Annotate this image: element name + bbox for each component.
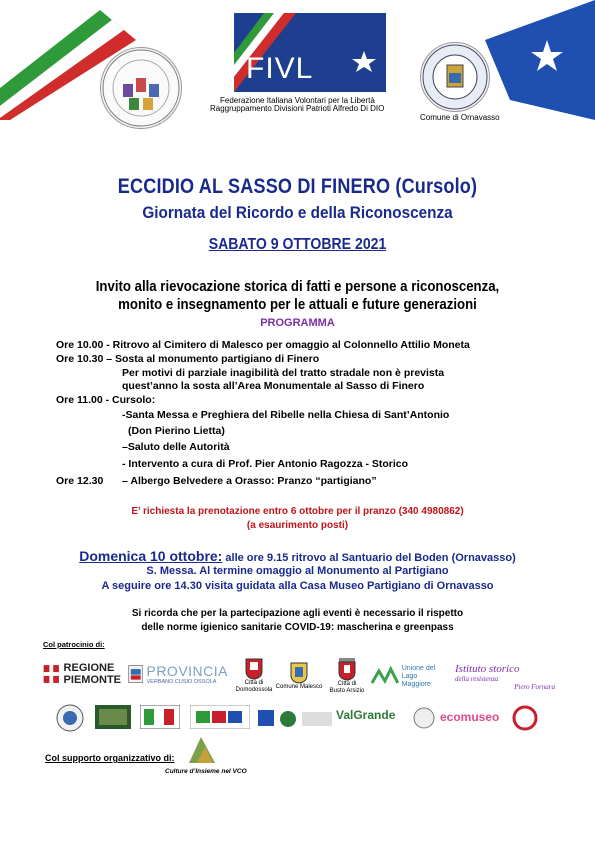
valgrande-logo-text: ValGrande [336,708,396,722]
unione-lago-maggiore-logo [370,660,448,694]
culture-insieme-logo-icon [185,733,219,767]
covid-line-2: delle norme igienico sanitarie COVID-19: mascherina e greenpass [141,622,454,633]
fivl-line1: Federazione Italiana Volontari per la Libertà [220,96,375,105]
ecomuseo-logo-text: ecomuseo [440,710,500,724]
ecomuseo-swirl-icon [512,705,538,731]
program-line-7: (Don Pierino Lietta) [128,425,225,437]
culture-insieme-label: Culture d’Insieme nel VCO [165,768,247,775]
busto-line1: Città di [337,681,357,687]
program-line-10-time: Ore 12.30 [56,475,104,487]
program-line-3: Per motivi di parziale inagibilità del tratto stradale non è prevista [122,367,445,379]
sunday-line-3: A seguire ore 14.30 visita guidata alla Casa Museo Partigiano di Ornavasso [101,580,494,592]
provincia-shield-icon [128,661,143,687]
comune-ornavasso-logo [420,42,490,112]
unesco-logos-icon [256,708,336,730]
domodossola-line2: Domodossola [235,687,273,693]
supporto-label: Col supporto organizzativo di: [45,753,175,763]
sunday-line-2: S. Messa. Al termine omaggio al Monumento al Partigiano [146,565,449,577]
program-line-4: quest’anno la sosta all’Area Monumentale al Sasso di Finero [122,380,425,392]
domodossola-logo [234,655,274,697]
busto-arsizio-crest-icon [337,657,357,681]
provincia-sub: VERBANO CUSIO OSSOLA [146,679,217,685]
malesco-logo [274,655,324,697]
program-line-10-text: – Albergo Belvedere a Orasso: Pranzo “partigiano” [122,475,377,487]
event-title: ECCIDIO AL SASSO DI FINERO (Cursolo) [117,175,478,198]
sunday-day: Domenica 10 ottobre: [79,548,223,564]
sunday-line-1 [0,548,595,564]
busto-arsizio-logo [328,653,366,699]
covid-line-1: Si ricorda che per la partecipazione agli eventi è necessario il rispetto [131,608,464,619]
regione-piemonte-shield-icon [43,659,60,689]
istituto-storico-logo [455,658,555,696]
booking-line-1: E’ richiesta la prenotazione entro 6 ottobre per il pranzo (340 4980862) [131,506,464,517]
emblem-round-icon [55,703,85,733]
malesco-label: Comune Malesco [275,683,323,690]
sunday-line1-rest: alle ore 9.15 ritrovo al Santuario del Boden (Ornavasso) [222,552,516,564]
program-line-8: –Saluto delle Autorità [122,441,230,453]
programma-label: PROGRAMMA [260,317,335,329]
comune-valle-cannobina-logo [100,47,182,129]
comune-ornavasso-label: Comune di Ornavasso [420,113,500,122]
provincia-text: PROVINCIA [146,663,228,679]
provincia-vco-logo [128,657,228,691]
anpi-badge-icon [140,705,180,729]
unione-line2: Lago Maggiore [401,673,431,688]
domodossola-crest-icon [245,658,263,680]
regione-piemonte-logo [43,657,121,691]
flags-banner-icon [190,705,250,729]
regione-line1: REGIONE [63,662,115,674]
museo-partigiano-badge-icon [95,705,131,729]
patrocinio-label: Col patrocinio di: [43,640,105,649]
domodossola-line1: Città di [244,680,264,686]
program-line-6: -Santa Messa e Preghiera del Ribelle nella Chiesa di Sant’Antonio [122,409,450,421]
malesco-crest-icon [290,662,308,684]
program-line-2: Ore 10.30 – Sosta al monumento partigiano di Finero [56,353,320,365]
unione-line1: Unione del [401,665,436,672]
fivl-line2: Raggruppamento Divisioni Patrioti Alfredo Di DIO [210,104,385,113]
unione-wave-icon [370,665,400,689]
istituto-line3: Piero Fornara [514,683,555,691]
istituto-line1: Istituto storico [455,663,520,675]
emblem-grey-icon [412,706,436,730]
invite-line-1: Invito alla rievocazione storica di fatti e persone a riconoscenza, [95,278,500,295]
invite-line-2: monito e insegnamento per le attuali e future generazioni [118,296,477,313]
booking-line-2: (a esaurimento posti) [246,520,349,531]
istituto-line2: della resistenza [455,675,499,683]
busto-line2: Busto Arsizio [329,688,365,694]
program-line-1: Ore 10.00 - Ritrovo al Cimitero di Malesco per omaggio al Colonnello Attilio Moneta [56,339,470,351]
program-line-5: Ore 11.00 - Cursolo: [56,394,156,406]
fivl-text: FIVL [246,52,314,85]
event-date: SABATO 9 OTTOBRE 2021 [208,236,387,253]
event-subtitle: Giornata del Ricordo e della Riconoscenza [142,203,453,222]
invite-text [36,278,560,314]
program-line-9: - Intervento a cura di Prof. Pier Antonio Ragozza - Storico [122,458,409,470]
regione-line2: PIEMONTE [63,674,121,686]
